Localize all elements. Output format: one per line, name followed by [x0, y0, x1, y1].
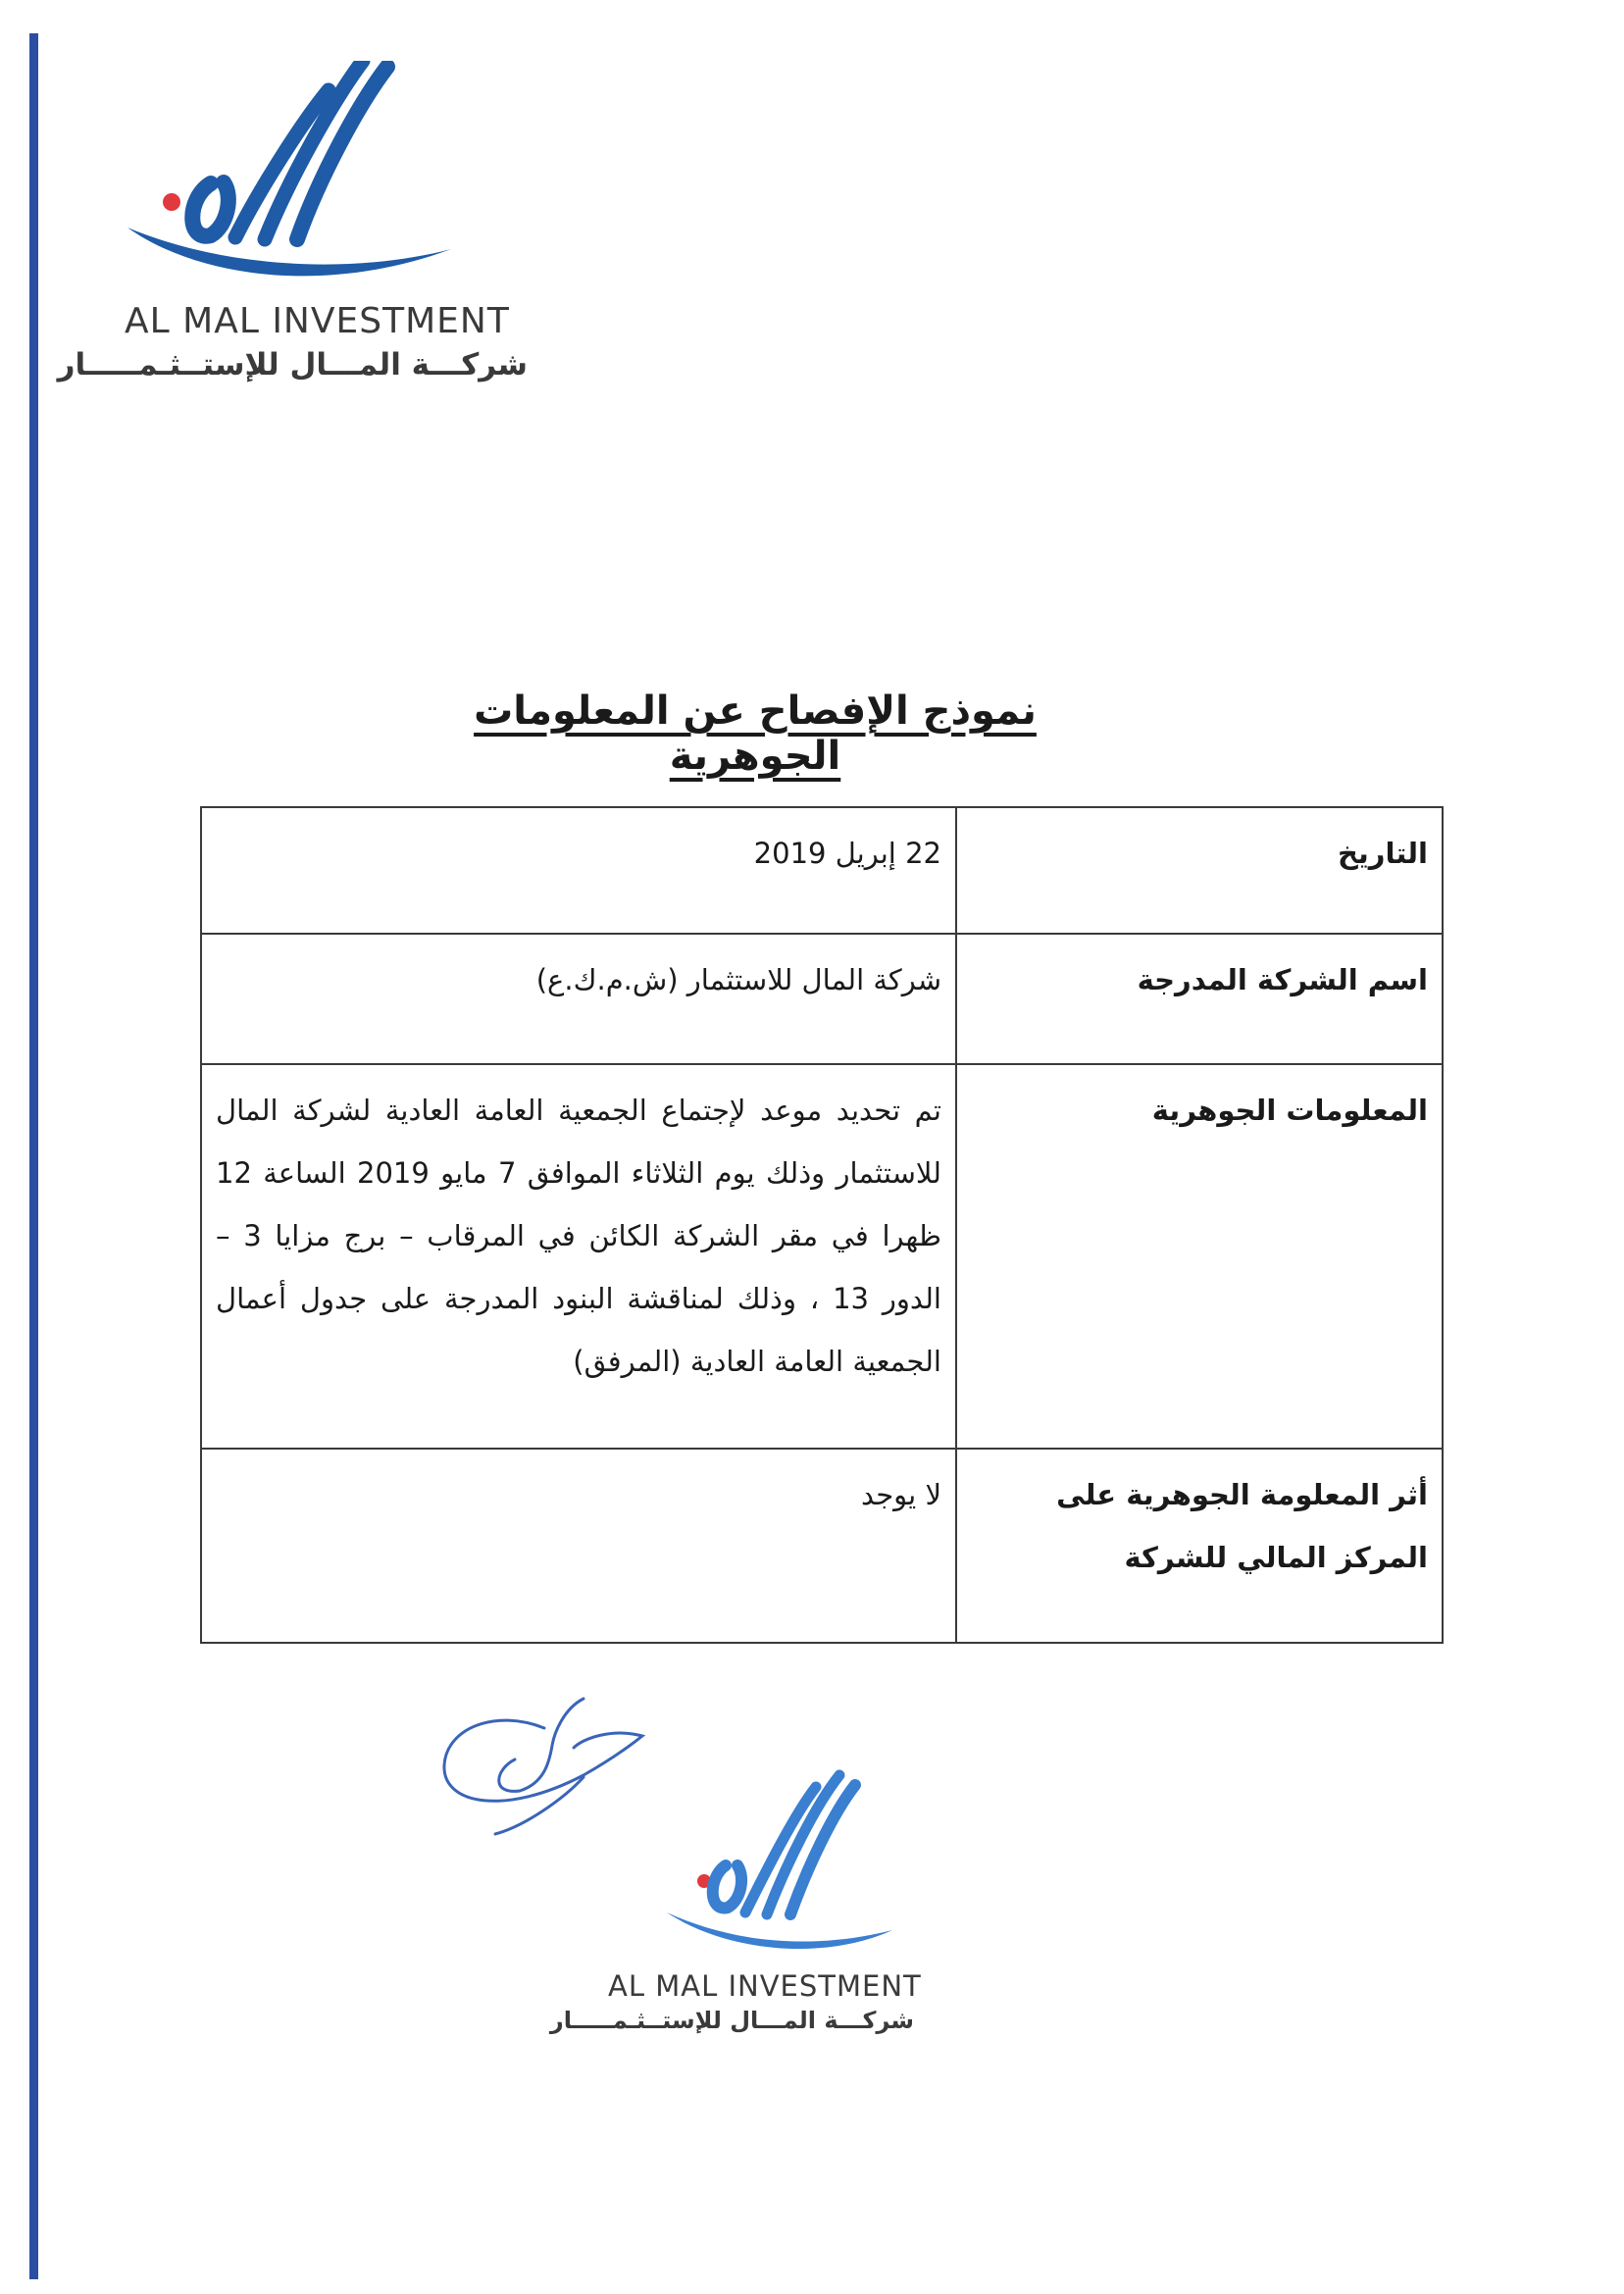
row-label-material-info: المعلومات الجوهرية [956, 1064, 1443, 1449]
logo-name-ar: شركـــة المـــال للإستــثـمـــــار [57, 347, 528, 382]
stamp-emblem-icon [598, 1756, 922, 1966]
table-row [201, 934, 1443, 1064]
logo-dot-icon [163, 193, 180, 211]
logo-emblem-icon [118, 61, 530, 306]
company-logo [57, 61, 530, 384]
logo-name-en: AL MAL INVESTMENT [125, 301, 510, 341]
row-value-company: شركة المال للاستثمار (ش.م.ك.ع) [201, 934, 956, 1064]
table-row [201, 807, 1443, 934]
row-value-date: 22 إبريل 2019 [201, 807, 956, 934]
row-label-impact: أثر المعلومة الجوهرية على المركز المالي للشركة [956, 1449, 1443, 1643]
row-label-date: التاريخ [956, 807, 1443, 934]
left-edge-bar [29, 33, 38, 2279]
row-label-company: اسم الشركة المدرجة [956, 934, 1443, 1064]
row-value-impact: لا يوجد [201, 1449, 956, 1643]
company-stamp [549, 1756, 922, 2040]
stamp-name-en: AL MAL INVESTMENT [608, 1969, 922, 2003]
disclosure-table [200, 806, 1444, 1644]
document-title: نموذج الإفصاح عن المعلومات الجوهرية [474, 688, 1037, 779]
row-value-material-info: تم تحديد موعد لإجتماع الجمعية العامة العادية لشركة المال للاستثمار وذلك يوم الثلاثاء الموافق 7 مايو 2019 الساعة 12 ظهرا في مقر الشركة الكائن في المرقاب – برج مزايا 3 – الدور 13 ، وذلك لمناقشة البنود المدرجة على جدول أعمال الجمعية العامة العادية (المرفق) [201, 1064, 956, 1449]
stamp-name-ar: شركـــة المـــال للإستــثـمـــــار [549, 2007, 914, 2034]
table-row [201, 1449, 1443, 1643]
table-row [201, 1064, 1443, 1449]
